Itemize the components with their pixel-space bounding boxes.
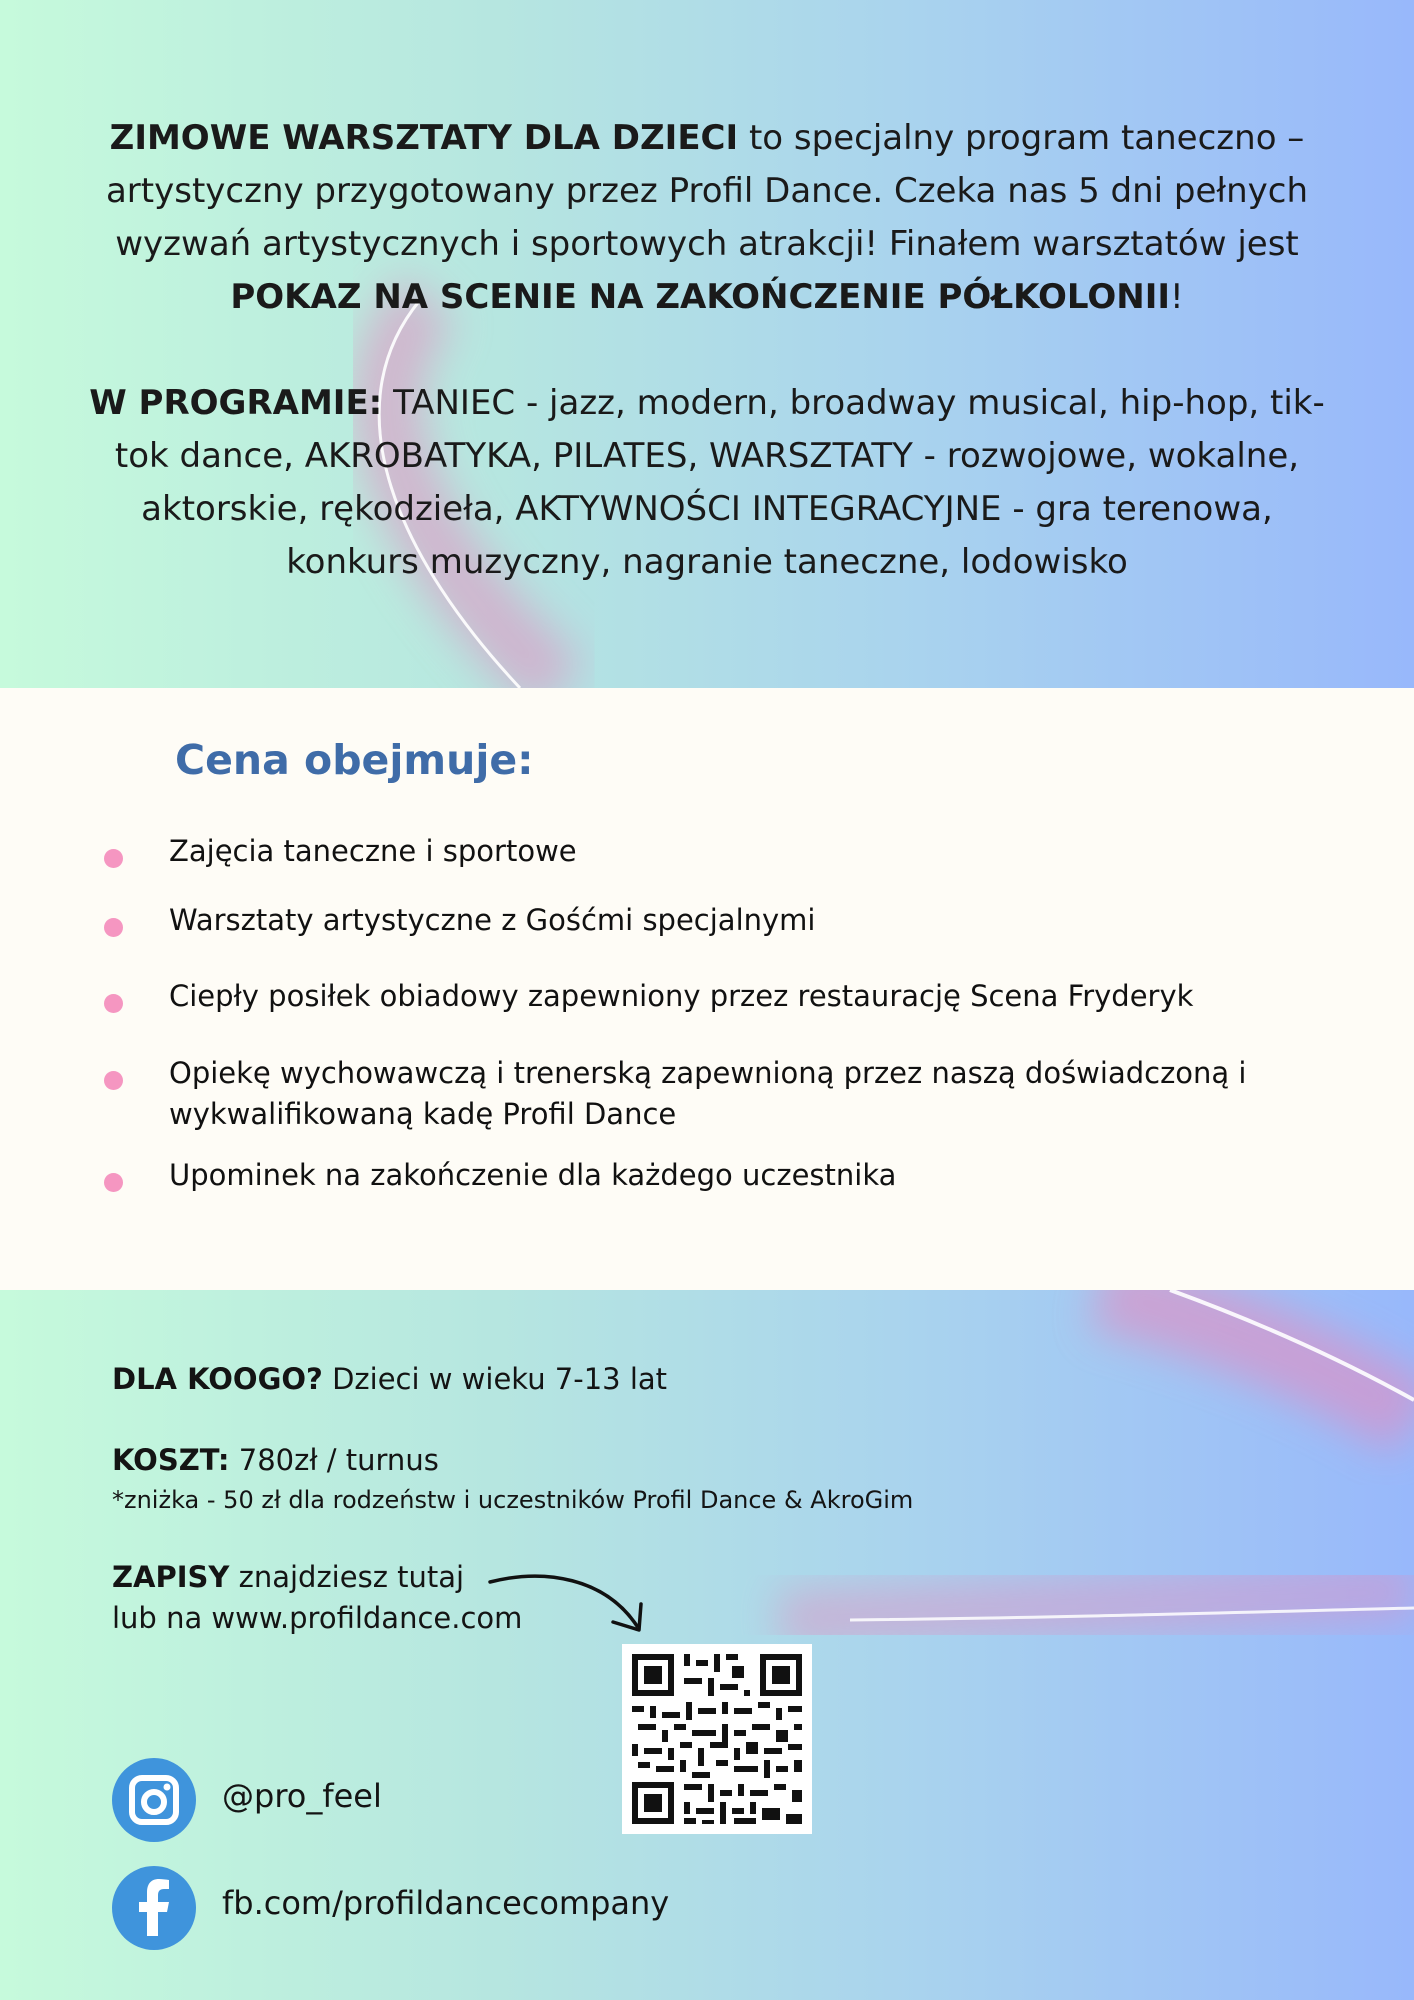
bullet-dot [104, 849, 123, 868]
price-heading: Cena obejmuje: [175, 736, 534, 784]
program-text: TANIEC - jazz, modern, broadway musical, hip-hop, tik-tok dance, AKROBATYKA, PILATES, WARSZTATY - rozwojowe, wokalne, aktorskie, rękodzieła, AKTYWNOŚCI INTEGRACYJNE - gra terenowa, konkurs muzyczny, nagranie taneczne, lodowisko [114, 383, 1325, 582]
intro-title: ZIMOWE WARSZTATY DLA DZIECI [109, 118, 739, 158]
discount-note: *zniżka - 50 zł dla rodzeństw i uczestników Profil Dance & AkroGim [112, 1486, 914, 1514]
qr-code-image [622, 1644, 812, 1834]
bullet-dot [104, 994, 123, 1013]
facebook-glyph [112, 1866, 196, 1950]
price-section [0, 688, 1414, 1290]
signup-label: ZAPISY [112, 1560, 230, 1594]
program-paragraph [70, 377, 1344, 589]
cost-line [112, 1443, 439, 1477]
finale-highlight: POKAZ NA SCENIE NA ZAKOŃCZENIE PÓŁKOLONII [230, 277, 1170, 317]
instagram-icon[interactable] [112, 1758, 196, 1842]
bullet-dot [104, 1173, 123, 1192]
facebook-icon[interactable] [112, 1866, 196, 1950]
instagram-glyph [112, 1758, 196, 1842]
audience-text: Dzieci w wieku 7-13 lat [322, 1362, 668, 1396]
arrow-icon [485, 1560, 655, 1645]
cost-text: 780zł / turnus [229, 1443, 439, 1477]
facebook-link[interactable]: fb.com/profildancecompany [222, 1884, 670, 1922]
intro-description: to specjalny program taneczno – artystyczny przygotowany przez Profil Dance. Czeka nas 5 dni pełnych wyzwań artystycznych i sportowych atrakcji! Finałem warsztatów jest [105, 118, 1309, 264]
audience-line [112, 1362, 667, 1396]
signup-text: znajdziesz tutaj [229, 1560, 465, 1594]
audience-label: DLA KOOGO? [112, 1362, 323, 1396]
list-item-text: Upominek na zakończenie dla każdego uczestnika [169, 1158, 897, 1192]
program-label: W PROGRAMIE: [89, 383, 383, 423]
list-item-text: Zajęcia taneczne i sportowe [169, 834, 577, 868]
instagram-handle[interactable]: @pro_feel [222, 1777, 382, 1815]
list-item-text: Ciepły posiłek obiadowy zapewniony przez restaurację Scena Fryderyk [169, 979, 1194, 1013]
bullet-dot [104, 1071, 123, 1090]
list-item-text: Warsztaty artystyczne z Gośćmi specjalnymi [169, 903, 816, 937]
signup-line [112, 1560, 464, 1594]
intro-text [70, 112, 1344, 589]
website-link[interactable]: lub na www.profildance.com [112, 1601, 523, 1635]
cost-label: KOSZT: [112, 1443, 230, 1477]
bullet-dot [104, 918, 123, 937]
list-item-text: Opiekę wychowawczą i trenerską zapewnioną przez naszą doświadczoną i wykwalifikowaną kadę Profil Dance [169, 1056, 1247, 1131]
finale-end: ! [1170, 277, 1184, 317]
qr-code[interactable] [622, 1644, 812, 1834]
intro-paragraph [70, 112, 1344, 324]
